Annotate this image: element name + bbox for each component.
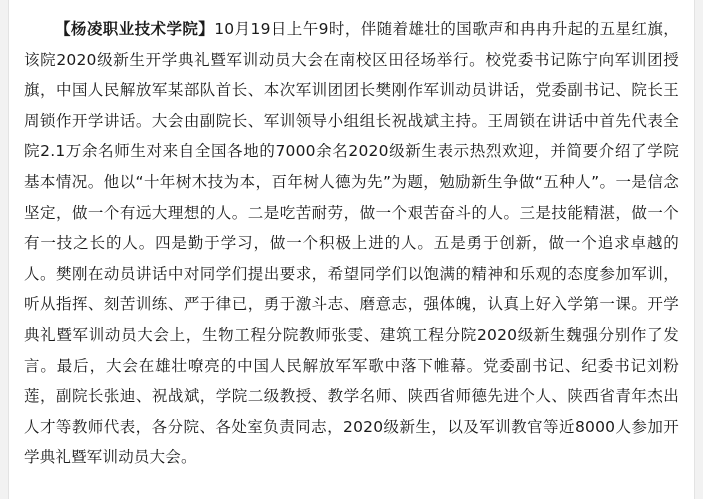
article-body-text: 10月19日上午9时，伴随着雄壮的国歌声和冉冉升起的五星红旗，该院2020级新生开学典礼暨军训动员大会在南校区田径场举行。校党委书记陈宁向军训团授旗，中国人民解放军某部队首长、本次军训团团长樊刚作军训动员讲话，党委副书记、院长王周锁作开学讲话。大会由副院长、军训领导小组组长祝战斌主持。王周锁在讲话中首先代表全院2.1万余名师生对来自全国各地的7000余名2020级新生表示热烈欢迎，并简要介绍了学院基本情况。他以“十年树木技为本，百年树人德为先”为题，勉励新生争做“五种人”。一是信念坚定，做一个有远大理想的人。二是吃苦耐劳，做一个艰苦奋斗的人。三是技能精湛，做一个有一技之长的人。四是勤于学习，做一个积极上进的人。五是勇于创新，做一个追求卓越的人。樊刚在动员讲话中对同学们提出要求，希望同学们以饱满的精神和乐观的态度参加军训，听从指挥、刻苦训练、严于律已，勇于激斗志、磨意志，强体魄，认真上好入学第一课。开学典礼暨军训动员大会上，生物工程分院教师张雯、建筑工程分院2020级新生魏强分别作了发言。最后，大会在雄壮嘹亮的中国人民解放军军歌中落下帷幕。党委副书记、纪委书记刘粉莲，副院长张迪、祝战斌，学院二级教授、教学名师、陕西省师德先进个人、陕西省青年杰出人才等教师代表，各分院、各处室负责同志，2020级新生，以及军训教官等近8000人参加开学典礼暨军训动员大会。 <box>24 20 679 467</box>
left-margin-rule <box>0 0 9 499</box>
article-content <box>10 0 693 499</box>
right-margin-rule <box>694 0 703 499</box>
lead-organization-label: 【杨凌职业技术学院】 <box>55 20 215 38</box>
article-paragraph <box>24 14 679 473</box>
